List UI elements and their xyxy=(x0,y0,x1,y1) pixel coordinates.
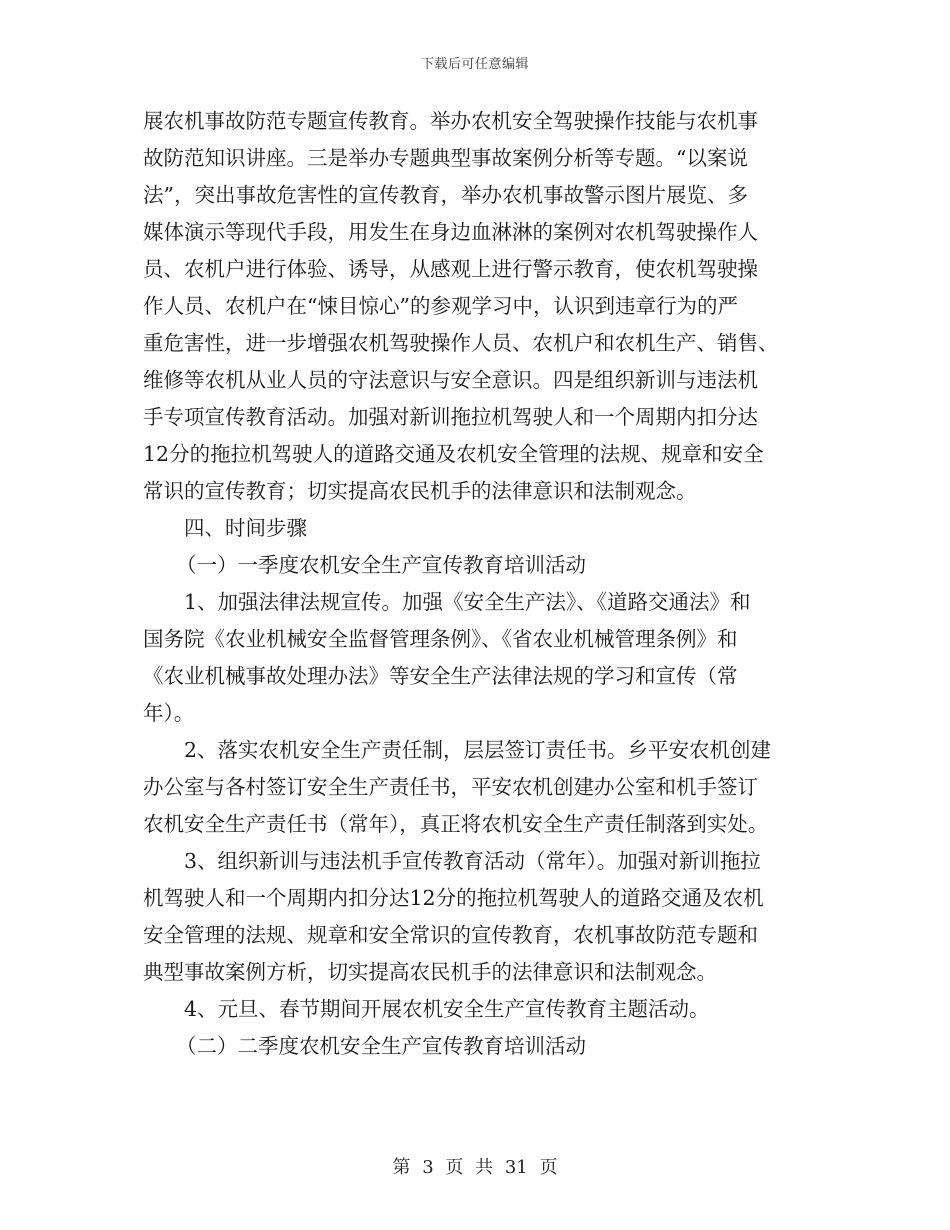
text-line: 12分的拖拉机驾驶人的道路交通及农机安全管理的法规、规章和安全 xyxy=(143,442,764,466)
text-line: 农机安全生产责任书（常年），真正将农机安全生产责任制落到实处。 xyxy=(143,812,769,836)
section-heading: 四、时间步骤 xyxy=(184,516,307,540)
text-line: 常识的宣传教育；切实提高农民机手的法律意识和法制观念。 xyxy=(143,479,697,503)
text-line: 故防范知识讲座。三是举办专题典型事故案例分析等专题。“以案说 xyxy=(143,146,748,170)
text-line: 《农业机械事故处理办法》等安全生产法律法规的学习和宣传（常 xyxy=(143,664,738,688)
text-line: 安全管理的法规、规章和安全常识的宣传教育，农机事故防范专题和 xyxy=(143,923,758,947)
subsection-heading: （二）二季度农机安全生产宣传教育培训活动 xyxy=(176,1034,586,1058)
header-note: 下载后可任意编辑 xyxy=(420,57,529,72)
text-line: 作人员、农机户在“悚目惊心”的参观学习中，认识到违章行为的严 xyxy=(143,294,738,318)
text-line: 典型事故案例方析，切实提高农民机手的法律意识和法制观念。 xyxy=(143,960,717,984)
text-line: 员、农机户进行体验、诱导，从感观上进行警示教育，使农机驾驶操 xyxy=(143,257,758,281)
text-line: 媒体演示等现代手段，用发生在身边血淋淋的案例对农机驾驶操作人 xyxy=(143,220,758,244)
text-line: 重危害性，进一步增强农机驾驶操作人员、农机户和农机生产、销售、 xyxy=(143,331,779,355)
text-line: 4、元旦、春节期间开展农机安全生产宣传教育主题活动。 xyxy=(184,997,710,1021)
text-line: 展农机事故防范专题宣传教育。举办农机安全驾驶操作技能与农机事 xyxy=(143,109,758,133)
text-line: 机驾驶人和一个周期内扣分达12分的拖拉机驾驶人的道路交通及农机 xyxy=(143,886,764,910)
text-line: 年）。 xyxy=(143,701,195,725)
page-footer: 第 3 页 共 31 页 xyxy=(392,1157,558,1178)
text-line: 1、加强法律法规宣传。加强《安全生产法》、《道路交通法》和 xyxy=(184,590,751,614)
document-body xyxy=(143,103,813,1065)
text-line: 法”，突出事故危害性的宣传教育，举办农机事故警示图片展览、多 xyxy=(143,183,748,207)
text-line: 手专项宣传教育活动。加强对新训拖拉机驾驶人和一个周期内扣分达 xyxy=(143,405,758,429)
text-line: 维修等农机从业人员的守法意识与安全意识。四是组织新训与违法机 xyxy=(143,368,758,392)
text-line: 3、组织新训与违法机手宣传教育活动（常年）。加强对新训拖拉 xyxy=(184,849,761,873)
text-line: 办公室与各村签订安全生产责任书，平安农机创建办公室和机手签订 xyxy=(143,775,758,799)
subsection-heading: （一）一季度农机安全生产宣传教育培训活动 xyxy=(176,553,586,577)
text-line: 国务院《农业机械安全监督管理条例》、《省农业机械管理条例》和 xyxy=(143,627,738,651)
text-line: 2、落实农机安全生产责任制，层层签订责任书。乡平安农机创建 xyxy=(184,738,772,762)
